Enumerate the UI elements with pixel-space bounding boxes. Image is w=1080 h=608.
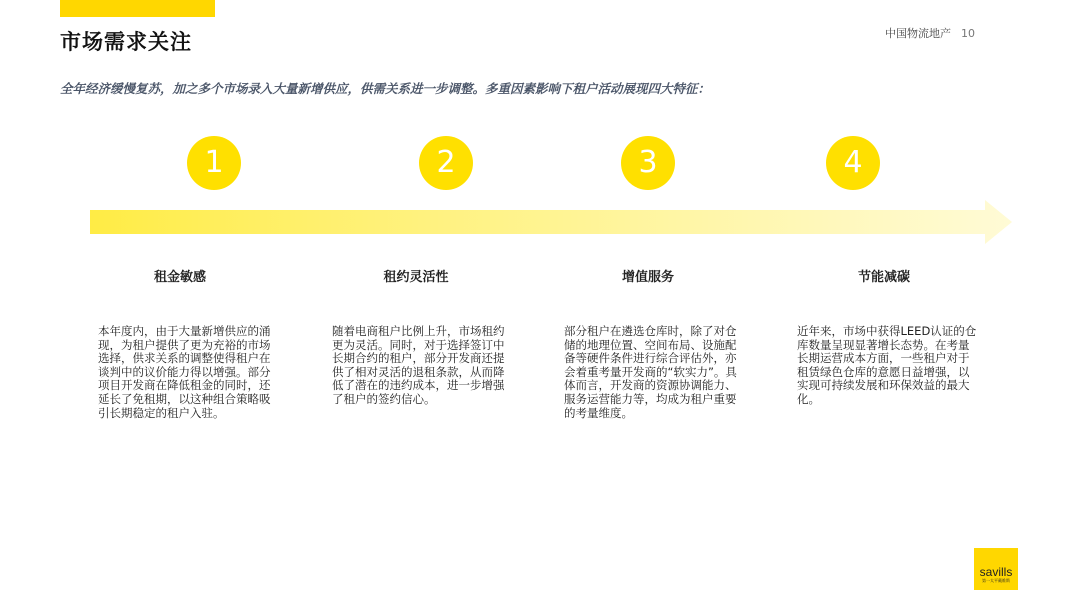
feature-text-2: 随着电商租户比例上升，市场租约更为灵活。同时，对于选择签订中长期合约的租户，部分开发商还提供了相对灵活的退租条款，从而降低了潜在的违约成本，进一步增强了租户的签约信心。	[332, 324, 505, 406]
timeline-arrow	[90, 200, 1012, 244]
company-name: 中国物流地产	[885, 27, 951, 40]
page-number: 10	[961, 27, 975, 40]
feature-text-3: 部分租户在遴选仓库时，除了对仓储的地理位置、空间布局、设施配备等硬件条件进行综合评估外，亦会着重考量开发商的“软实力”。具体而言，开发商的资源协调能力、服务运营能力等，均成为租户重要的考量维度。	[564, 324, 737, 420]
subtitle: 全年经济缓慢复苏，加之多个市场录入大量新增供应，供需关系进一步调整。多重因素影响下租户活动展现四大特征：	[60, 81, 711, 96]
feature-text-1: 本年度内，由于大量新增供应的涌现，为租户提供了更为充裕的市场选择，供求关系的调整使得租户在谈判中的议价能力得以增强。部分项目开发商在降低租金的同时，还延长了免租期，以这种组合策略吸引长期稳定的租户入驻。	[98, 324, 271, 420]
feature-text-4: 近年来，市场中获得LEED认证的仓库数量呈现显著增长态势。在考量长期运营成本方面，一些租户对于租赁绿色仓库的意愿日益增强，以实现可持续发展和环保效益的最大化。	[797, 324, 977, 406]
step-circle-1: 1	[187, 136, 241, 190]
page-title: 市场需求关注	[60, 30, 192, 54]
top-accent-bar	[60, 0, 215, 17]
feature-title-1: 租金敏感	[153, 270, 206, 285]
step-circle-4: 4	[826, 136, 880, 190]
savills-logo	[974, 548, 1018, 590]
timeline-arrow-shape	[90, 200, 1012, 244]
logo-brand: savills	[979, 565, 1013, 579]
step-circle-3: 3	[621, 136, 675, 190]
feature-title-3: 增值服务	[621, 270, 674, 285]
feature-title-2: 租约灵活性	[383, 270, 449, 285]
feature-title-4: 节能减碳	[857, 270, 910, 285]
header-meta	[885, 25, 975, 41]
step-circle-2: 2	[419, 136, 473, 190]
logo-tagline: 第一太平戴维斯	[982, 578, 1010, 583]
